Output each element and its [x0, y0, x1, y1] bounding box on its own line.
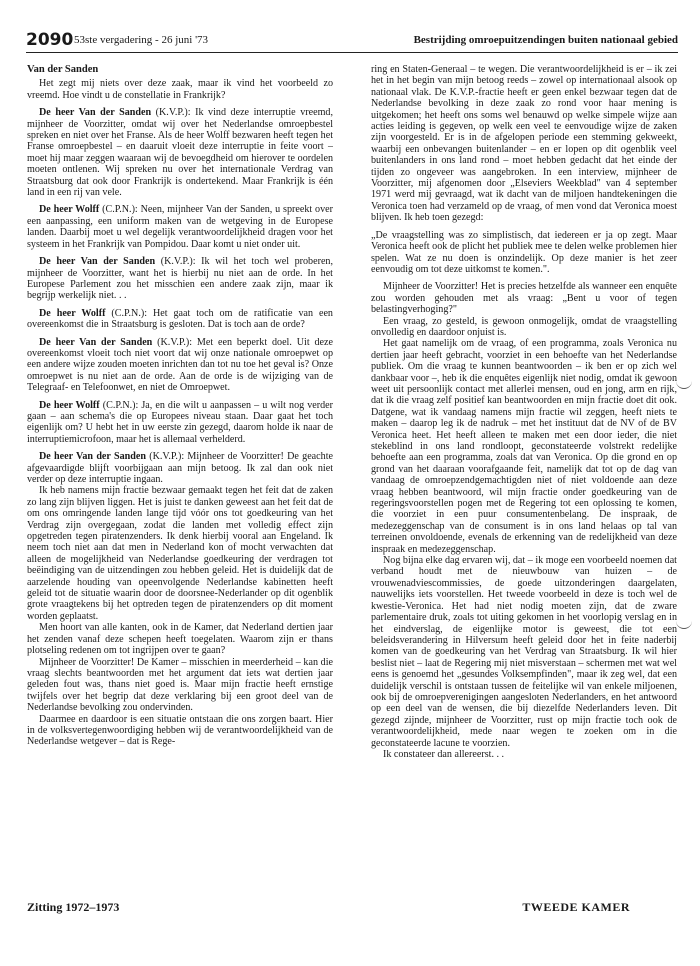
paragraph: Het zegt mij niets over deze zaak, maar ik vind het voorbeeld zo vreemd. Hoe vindt u de constellatie in Frankrijk?	[27, 78, 333, 101]
quotation: „De vraagstelling was zo simplistisch, dat iedereen er ja op zegt. Maar Veronica heeft ook de plicht het publiek mee te delen welke problemen hier spelen. Wat ze nu doen is onzindelijk. Op deze manier is het zeer eenvoudig om tot deze uitkomst te komen.".	[371, 229, 677, 275]
header-title: Bestrijding omroepuitzendingen buiten nationaal gebied	[413, 34, 678, 46]
paragraph: De heer Van der Sanden (K.V.P.): Ik wil het toch wel proberen, mijnheer de Voorzitter, want het is hierbij nu niet aan de orde. In het Europese Parlement zou het misschien een andere zaak zijn, maar ik begrijp werkelijk niet. . .	[27, 256, 333, 302]
paragraph: De heer Van der Sanden (K.V.P.): Ik vind deze interruptie vreemd, mijnheer de Voorzitter, omdat wij over het Nederlandse omroepbestel spreken en niet over het Franse. Als de heer Wolff bezwaren heeft tegen het Franse omroepbestel – en daaruit vloeit deze interruptie in feite voort – moet hij maar zeggen waaraan wij de bevoegdheid om hierover te oordelen moeten ontlenen. Wij spreken nu over het internationale Verdrag van Straatsburg dat ook door Frankrijk is ondertekend. Maar Frankrijk is één land in een rij van vele.	[27, 107, 333, 199]
paragraph: De heer Van der Sanden (K.V.P.): Met een beperkt doel. Uit deze overeenkomst vloeit toch niet voort dat wij onze nationale omroepwet op een andere wijze zouden moeten inrichten dan tot nu toe het geval is? Onze omroepwet is nu niet aan de orde. Aan de orde is de wijziging van de Telegraaf- en Telefoonwet, en niet de Omroepwet.	[27, 336, 333, 394]
paragraph: De heer Wolff (C.P.N.): Neen, mijnheer Van der Sanden, u spreekt over een aanpassing, een uniform maken van de wetgeving in de Europese landen. Daarbij moet u wel degelijk verantwoordelijkheid dragen voor het systeem in het Frankrijk van Pompidou. Daar komt u niet onder uit.	[27, 204, 333, 250]
footer-chamber: TWEEDE KAMER	[522, 900, 630, 914]
page-number: 2090	[26, 30, 74, 50]
page-header	[26, 30, 678, 53]
speaker-name: De heer Wolff	[39, 399, 100, 411]
margin-mark	[676, 380, 692, 389]
paragraph: Het gaat namelijk om de vraag, of een programma, zoals Veronica nu dertien jaar heeft gebracht, voorziet in een behoefte van het Nederlandse publiek. Om die vraag te kunnen beantwoorden – ik ben er op zich wel dankbaar voor –, heb ik die enquêtes eigenlijk niet nodig, omdat ik gewoon weet uit persoonlijk contact met allerlei mensen, oud en jong, arm en rijk, dat ik die vraag zelf positief kan beantwoorden en mijn fractie doet dit ook. Datgene, wat ik vandaag namens mijn fractie wil zeggen, heeft niets te maken – daarop leg ik de nadruk – met het instituut dat de NV of de BV Veronica heet. Het heeft alleen te maken met een door ieder, die niet stekeblind in ons land rondloopt, geconstateerde volstrekt redelijke behoefte aan een programma, zoals dat van Veronica. Op die grond en op grond van het daaraan voorafgaande feit, namelijk dat tot op de dag van vandaag de omroepzendgemachtigden niet of niet voldoende aan deze vraag hebben beantwoord, wil mijn fractie onder goedkeuring van de regeringsvoorstellen pogen met de Regering tot een oplossing te komen, die voorziet in een puur consumentenbelang. De inspraak, de medezeggenschap van de consument is in ons land helaas op tal van terreinen onvoldoende, evenals de erkenning van de redelijkheid van deze inspraak en medezeggenschap.	[371, 338, 677, 555]
paragraph: Mijnheer de Voorzitter! Het is precies hetzelfde als wanneer een enquête zou worden gehouden met als vraag: „Bent u voor of tegen belastingverhoging?"	[371, 281, 677, 316]
paragraph: Een vraag, zo gesteld, is gewoon onmogelijk, omdat de vraagstelling onvolledig en daardoor onjuist is.	[371, 315, 677, 338]
paragraph: Ik heb namens mijn fractie bezwaar gemaakt tegen het feit dat de zaken zo lang zijn blijven liggen. Het is juist te danken geweest aan het feit dat de om ons omringende landen lange tijd vóór ons tot goedkeuring van het Verdrag zijn overgegaan, zodat die landen met volledig effect zijn opgetreden tegen piratenzenders. Ik denk hierbij vooral aan Engeland. Ik neem toch niet aan dat men in Nederland kon of mocht verwachten dat alleen de mogelijkheid van Nederlandse goedkeuring der verdragen tot beëindiging van de uitzendingen zou hebben geleid. Het is duidelijk dat de aarzelende houding van opeenvolgende Nederlandse kabinetten heeft geleid tot de situatie waarin door de doorsnee-Nederlander op dit ogenblik grote vraagtekens bij het optreden tegen de piratenzenders op dit moment worden geplaatst.	[27, 485, 333, 622]
paragraph: De heer Wolff (C.P.N.): Ja, en die wilt u aanpassen – u wilt nog verder gaan – aan schema's die op Europees niveau staan. Daar gaat het toch eigenlijk om? U hebt het in uw eerste zin gezegd, daarom holde ik naar de interruptiemicrofoon, maar het is allemaal verhelderd.	[27, 399, 333, 445]
speaker-name: De heer Van der Sanden	[39, 107, 152, 119]
paragraph: Daarmee en daardoor is een situatie ontstaan die ons zorgen baart. Hier in de volksvertegenwoordiging hebben wij de verantwoordelijkheid van de Nederlandse wetgever – dat is Rege-	[27, 713, 333, 748]
paragraph: ring en Staten-Generaal – te wegen. Die verantwoordelijkheid is er – ik zei het in het begin van mijn betoog reeds – zowel op internationaal alsook op nationaal vlak. De K.V.P.-fractie heeft er geen enkel bezwaar tegen dat de Nederlandse bevolking in deze zaak zo rond voor haar mening is uitgekomen; het heeft ons soms wel benauwd op welke simpele wijze aan acties leiding is gegeven, op welk een veel te eenvoudige wijze de zaken zijn voorgesteld. Er is in de afgelopen periode een stemming gekweekt, waarbij een onbevangen buitenlander – en er lopen op dit ogenblik veel buitenlanders in ons land rond – moet hebben gedacht dat het einde der tijden zo ongeveer was aangebroken. In een interview, mijnheer de Voorzitter, mij afgenomen door „Elseviers Weekblad" van 4 september 1971 werd mij gevraagd, wat ik dacht van de miljoen handtekeningen die Veronica toen had verzameld op de vraag, of men vond dat Veronica moest blijven. Ik heb toen gezegd:	[371, 64, 677, 224]
paragraph: Men hoort van alle kanten, ook in de Kamer, dat Nederland dertien jaar het zenden vanaf deze schepen heeft toegelaten. Waarom zijn er thans plotseling redenen om tot ingrijpen over te gaan?	[27, 622, 333, 657]
paragraph: Nog bijna elke dag ervaren wij, dat – ik moge een voorbeeld noemen dat verband houdt met de nieuwbouw van huizen – de vrouwenadviescommissies, de goede uitzonderingen daargelaten, nauwelijks iets voorstellen. Het tweede voorbeeld in deze is toch wel de kwestie-Veronica. Het had niet nodig moeten zijn, dat de zware parlementaire druk, zoals tot uiting gekomen in het voorlopig verslag en in het eindverslag, de eigenlijke motor is geweest, die tot een beleidsverandering in Hilversum heeft geleid door het in feite naderbij komen van de goedkeuring van het Verdrag van Straatsburg. Ik wil hier beslist niet – laat de Regering mij niet misverstaan – schermen met wat wel eens is genoemd het „gesundes Volksempfinden", maar ik zeg wel, dat een duidelijk verschil is ontstaan tussen de feitelijke wil van enkele miljoenen, ook bij de omroepverenigingen aangesloten Nederlanders, en het antwoord op een deel van de wensen, die bij diezelfde Nederlanders leven. Dit gezegd zijnde, mijnheer de Voorzitter, rust op mijn fractie toch ook de verantwoordelijkheid, mede naar wegen te zoeken om in die geconstateerde lacune te voorzien.	[371, 555, 677, 749]
speaker-name: De heer Van der Sanden	[39, 256, 156, 268]
left-column	[27, 64, 333, 890]
speaker-name: De heer Van der Sanden	[39, 451, 146, 463]
footer-session: Zitting 1972–1973	[27, 900, 120, 914]
paragraph: De heer Van der Sanden (K.V.P.): Mijnheer de Voorzitter! De geachte afgevaardigde blijft voorbijgaan aan mijn betoog. Ik zal dan ook niet verder op deze interruptie ingaan.	[27, 451, 333, 485]
speaker-name: De heer Van der Sanden	[39, 336, 153, 348]
paragraph: De heer Wolff (C.P.N.): Het gaat toch om de ratificatie van een overeenkomst die in Straatsburg is gesloten. Dat is toch aan de orde?	[27, 307, 333, 331]
speaker-name: De heer Wolff	[39, 204, 100, 216]
paragraph: Ik constateer dan allereerst. . .	[383, 748, 505, 760]
session-info: 53ste vergadering - 26 juni '73	[74, 34, 209, 46]
paragraph: Mijnheer de Voorzitter! De Kamer – misschien in meerderheid – kan die vraag slechts beantwoorden met het argument dat iets wat dertien jaar geleden fout was, thans niet goed is. Maar mijn fractie heeft ernstige twijfels over het begrip dat deze verklaring bij een groot deel van de Nederlandse bevolking zou ondervinden.	[27, 656, 333, 714]
right-column	[371, 64, 677, 890]
margin-mark	[676, 620, 692, 629]
speaker-heading: Van der Sanden	[27, 64, 99, 75]
speaker-name: De heer Wolff	[39, 307, 106, 319]
